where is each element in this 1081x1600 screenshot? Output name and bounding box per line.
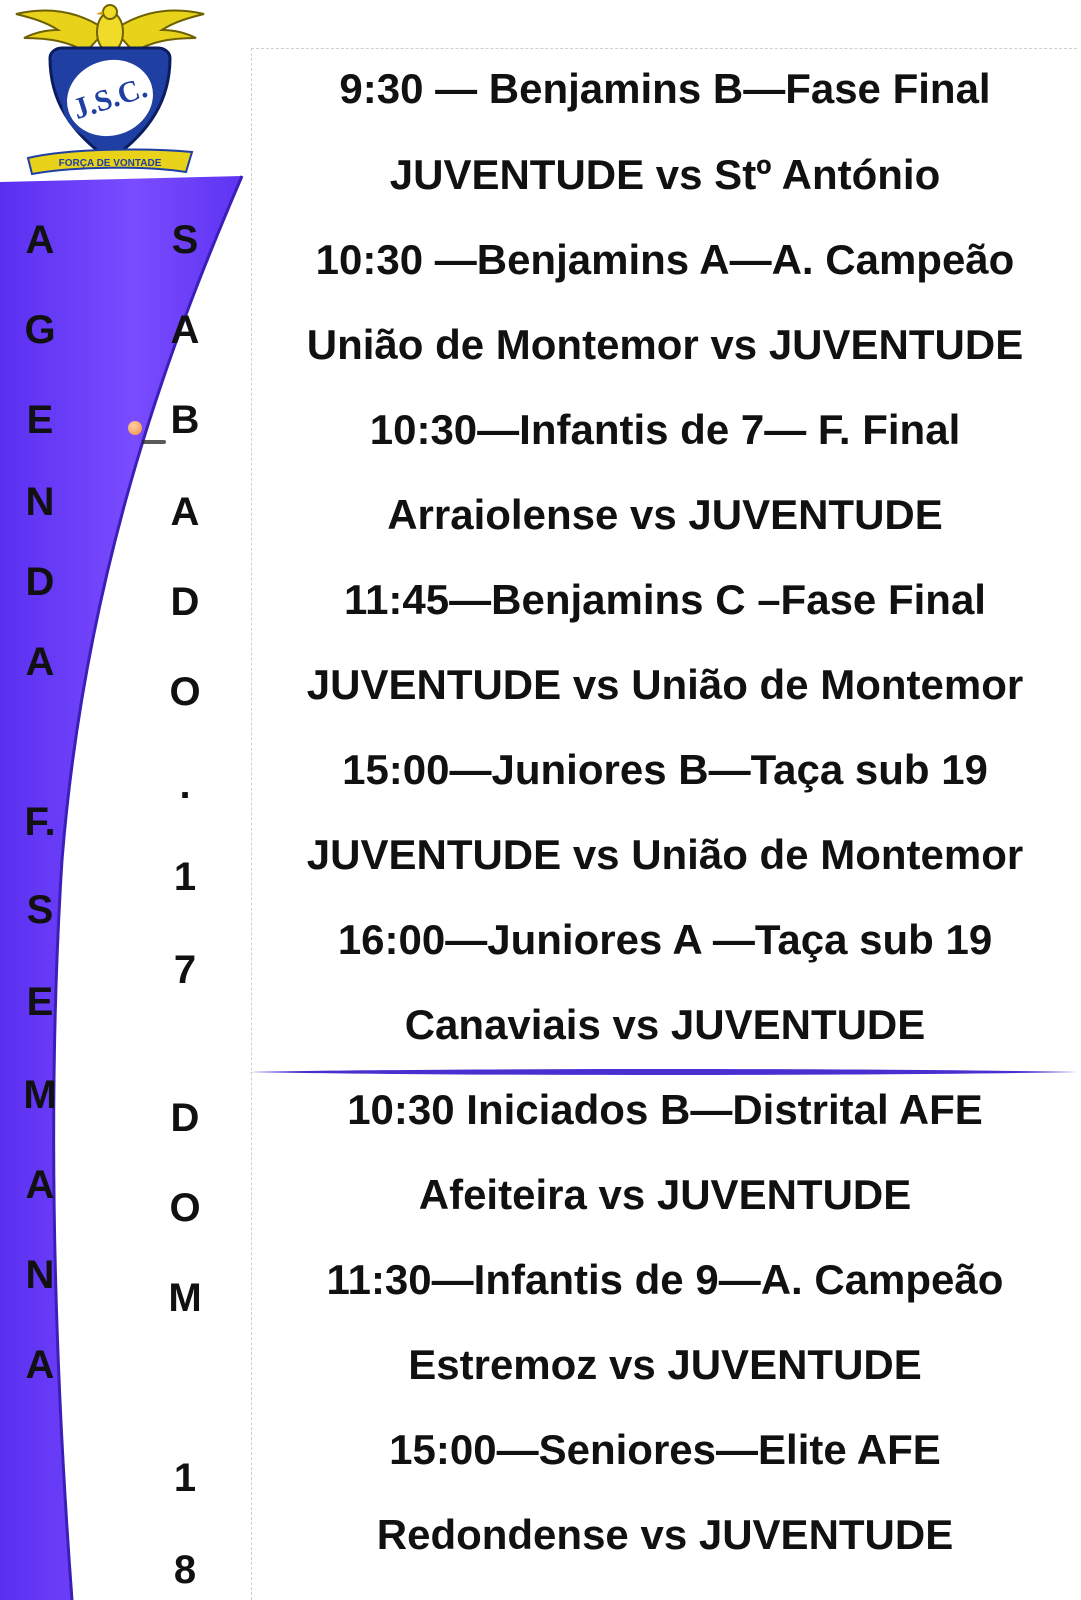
game-match-line: Canaviais vs JUVENTUDE (404, 1001, 926, 1048)
vletter: A (25, 218, 55, 262)
game-time-line: 15:00—Juniores B—Taça sub 19 (342, 746, 988, 793)
logo-motto: FORÇA DE VONTADE (58, 158, 162, 169)
vletter: . (179, 763, 191, 807)
vletter: 1 (173, 1456, 197, 1500)
vletter: D (170, 1096, 200, 1140)
game-match-line: Redondense vs JUVENTUDE (376, 1511, 954, 1558)
game-match-line: JUVENTUDE vs Stº António (389, 151, 941, 198)
vletter: 8 (173, 1548, 197, 1592)
vletter: D (25, 560, 55, 604)
game-time-line: 10:30 Iniciados B—Distrital AFE (347, 1086, 983, 1133)
game-time-line: 16:00—Juniores A —Taça sub 19 (337, 916, 993, 963)
vletter: A (170, 490, 200, 534)
vletter: A (25, 640, 55, 684)
vletter: S (171, 218, 199, 262)
vletter: N (25, 1253, 55, 1297)
vletter: G (24, 308, 56, 352)
vletter: D (170, 580, 200, 624)
vletter: A (25, 1343, 55, 1387)
vletter: S (26, 888, 54, 932)
game-time-line: 11:45—Benjamins C –Fase Final (344, 576, 986, 623)
game-match-line: Estremoz vs JUVENTUDE (408, 1341, 922, 1388)
day-divider (248, 1067, 1078, 1077)
game-time-line: 11:30—Infantis de 9—A. Campeão (326, 1256, 1004, 1303)
vletter: N (25, 480, 55, 524)
vletter: B (170, 398, 200, 442)
decorative-dot-shadow (142, 440, 166, 444)
vletter: M (23, 1073, 57, 1117)
game-time-line: 9:30 — Benjamins B—Fase Final (339, 65, 991, 112)
game-match-line: Arraiolense vs JUVENTUDE (387, 491, 943, 538)
vletter: A (25, 1163, 55, 1207)
vletter: E (26, 980, 54, 1024)
game-match-line: JUVENTUDE vs União de Montemor (306, 661, 1024, 708)
decorative-dot (128, 421, 142, 435)
vletter: M (168, 1276, 202, 1320)
vletter: O (169, 1186, 201, 1230)
game-match-line: Afeiteira vs JUVENTUDE (418, 1171, 912, 1218)
club-logo (10, 0, 210, 180)
game-time-line: 10:30—Infantis de 7— F. Final (369, 406, 961, 453)
vletter: 1 (173, 855, 197, 899)
game-match-line: JUVENTUDE vs União de Montemor (306, 831, 1024, 878)
vletter: O (169, 670, 201, 714)
game-time-line: 15:00—Seniores—Elite AFE (389, 1426, 941, 1473)
vletter: A (170, 308, 200, 352)
vletter: F. (24, 800, 56, 844)
game-time-line: 10:30 —Benjamins A—A. Campeão (315, 236, 1015, 283)
vletter: 7 (173, 948, 197, 992)
game-match-line: União de Montemor vs JUVENTUDE (306, 321, 1024, 368)
logo-initials: J.S.C. (68, 71, 152, 126)
vletter: E (26, 398, 54, 442)
